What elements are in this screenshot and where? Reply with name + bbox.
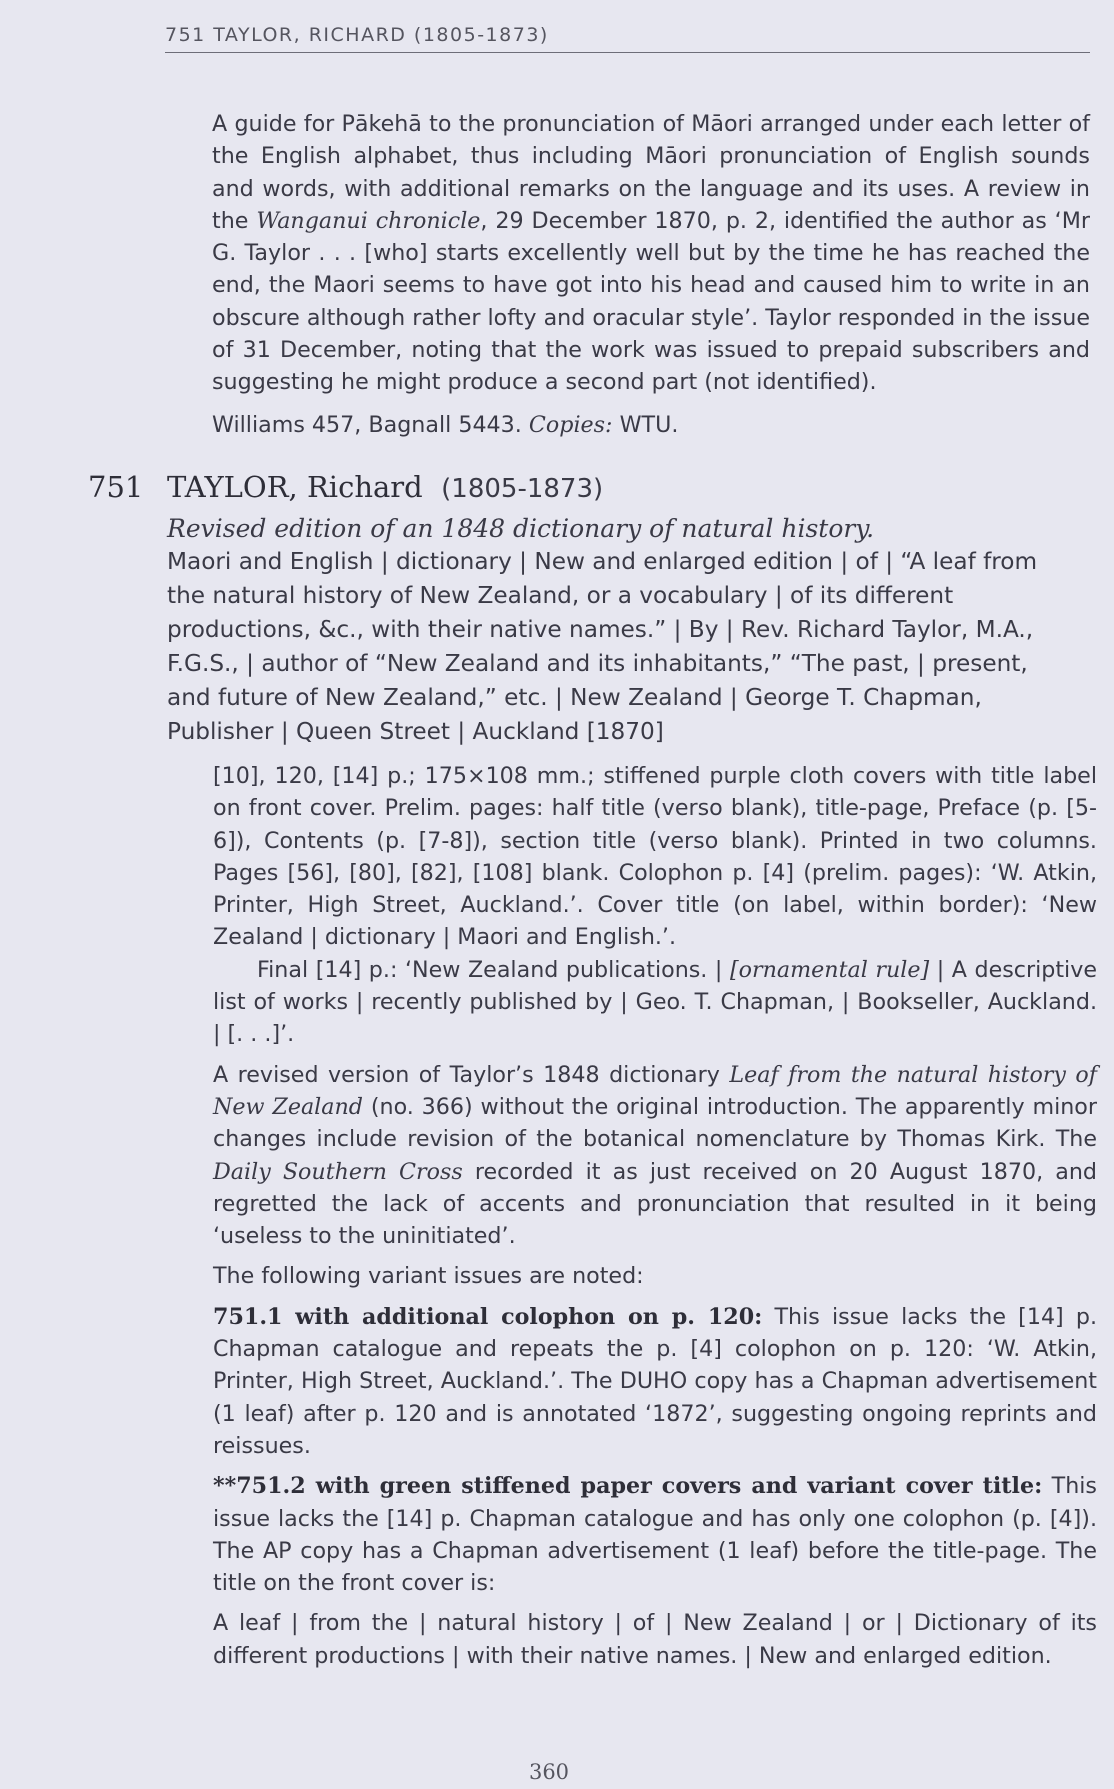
page-number: 360 [528,1760,570,1784]
cover-title-transcription: A leaf | from the | natural history | of | New Zealand | or | Dictionary of its different productions | with their native names. | New and enlarged edition. [213,1610,1097,1669]
newspaper-title: Daily Southern Cross [213,1158,463,1185]
variant-751-1 [213,1301,1097,1462]
variant-751-2 [213,1470,1097,1599]
variant-heading: 751.1 with additional colophon on p. 120: [213,1303,763,1330]
previous-entry-continuation [212,108,1090,441]
text-run: This issue lacks the [14] p. Chapman catalogue and has only one colophon (p. [4]). The AP copy has a Chapman advertisement (1 leaf) before the title-page. The title on the front cover is: [213,1473,1097,1597]
copies-label: Copies: [528,411,613,438]
text-run: , 29 December 1870, p. 2, identified the author as ‘Mr G. Taylor . . . [who] starts excellently well but by the time he has reached the end, the Maori seems to have got into his head and caused him to write in an obscure although rather lofty and oracular style’. Taylor responded in the issue of 31 December, noting that the work was issued to prepaid subscribers and suggesting he might produce a second part (not identified). [212,207,1090,396]
text-run: A revised version of Taylor’s 1848 dictionary [213,1061,730,1088]
references-line [212,409,1090,441]
description-paragraph [212,108,1090,399]
entry-body [213,760,1097,1672]
text-run: Williams 457, Bagnall 5443. [212,411,529,438]
note-paragraph [213,1059,1097,1253]
text-run: | A descriptive list of works | recently published by | Geo. T. Chapman, | Bookseller, Auckland. | [. . .]’. [213,956,1098,1048]
text-run: WTU. [612,411,679,438]
text-run: This issue lacks the [14] p. Chapman catalogue and repeats the p. [4] colophon on p. 120: ‘W. Atkin, Printer, High Street, Auckland.’. The DUHO copy has a Chapman advertisement (1 leaf) after p. 120 and is annotated ‘1872’, suggesting ongoing reprints and reissues. [213,1303,1097,1459]
entry-heading [167,470,603,504]
author-dates: (1805-1873) [441,474,604,504]
text-run: (no. 366) without the original introduction. The apparently minor changes include revision of the botanical nomenclature by Thomas Kirk. The [213,1093,1097,1153]
periodical-title: Wanganui chronicle [256,207,481,234]
entry-number: 751 [88,470,144,504]
ornamental-rule-note: [ornamental rule] [729,956,930,983]
variants-intro: The following variant issues are noted: [213,1263,644,1290]
author-name: TAYLOR, Richard [167,470,423,504]
collation-paragraph: [10], 120, [14] p.; 175×108 mm.; stiffened purple cloth covers with title label on front cover. Prelim. pages: half title (verso blank), title-page, Preface (p. [5-6]), Contents (p. [7-8]), section title (verso blank). Printed in two columns. Pages [56], [80], [82], [108] blank. Colophon p. [4] (prelim. pages): ‘W. Atkin, Printer, High Street, Auckland.’. Cover title (on label, within border): ‘New Zealand | dictionary | Maori and English.’. [213,763,1097,951]
text-run: Final [14] p.: ‘New Zealand publications. | [257,956,730,983]
work-title: Leaf from the natural history of New Zealand [213,1061,1097,1120]
running-head: 751 TAYLOR, RICHARD (1805-1873) [165,24,1090,53]
entry-subtitle: Revised edition of an 1848 dictionary of natural history. [167,514,875,543]
final-pages-paragraph [213,954,1097,1051]
text-run: A guide for Pākehā to the pronunciation of Māori arranged under each letter of the English alphabet, thus including Māori pronunciation of English sounds and words, with additional remarks on the language and its uses. A review in the [212,111,1090,234]
title-page-transcription: Maori and English | dictionary | New and enlarged edition | of | “A leaf from the natural history of New Zealand, or a vocabulary | of its different productions, &c., with their native names.” | By | Rev. Richard Taylor, M.A., F.G.S., | author of “New Zealand and its inhabitants,” “The past, | present, and future of New Zealand,” etc. | New Zealand | George T. Chapman, Publisher | Queen Street | Auckland [1870] [167,548,1038,745]
text-run: recorded it as just received on 20 August 1870, and regretted the lack of accents and pronunciation that resulted in it being ‘useless to the uninitiated’. [213,1158,1097,1250]
variant-heading: **751.2 with green stiffened paper covers and variant cover title: [213,1473,1043,1500]
